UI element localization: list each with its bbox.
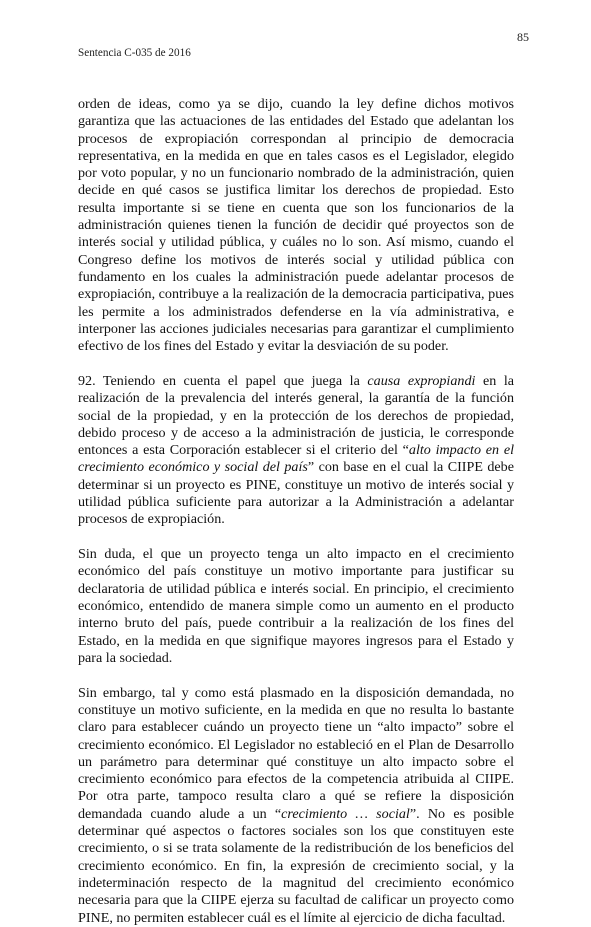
text-run: Sin duda, el que un proyecto tenga un alto impacto en el crecimiento económico del país constituye un motivo importante para justificar su declaratoria de utilidad pública e interés social. En principio, el crecimiento económico, entendido de manera simple como un aumento en el producto interno bruto del país, puede contribuir a la realización de los fines del Estado, en la medida en que signifique mayores ingresos para el Estado y para la sociedad. (78, 546, 514, 666)
text-run: orden de ideas, como ya se dijo, cuando la ley define dichos motivos garantiza que las actuaciones de las entidades del Estado que adelantan los procesos de expropiación correspondan al principio de democracia representativa, en la medida en que en tales casos es el Legislador, elegido por voto popular, y no un funcionario nombrado de la administración, quien decide en qué casos se justifica limitar los derechos de propiedad. Esto resulta importante si se tiene en cuenta que son los funcionarios de la administración quienes tienen la función de decidir qué proyectos son de interés social y utilidad pública, y cuáles no lo son. Así mismo, cuando el Congreso define los motivos de interés social y utilidad pública con fundamento en los cuales la administración puede adelantar procesos de expropiación, contribuye a la realización de la democracia participativa, pues les permite a los administrados defenderse en la vía administrativa, e interponer las acciones judiciales necesarias para garantizar el cumplimiento efectivo de los fines del Estado y evitar la desviación de su poder. (78, 96, 514, 355)
document-body (78, 96, 514, 927)
paragraph-3 (78, 546, 514, 667)
text-run: ”. No es posible determinar qué aspectos o factores sociales son los que constituyen este crecimiento, o si se trata solamente de la redistribución de los beneficios del crecimiento económico. En fin, la expresión de crecimiento social, y la indeterminación respecto de la magnitud del crecimiento económico necesaria para que la CIIPE ejerza su facultad de calificar un proyecto como PINE, no permiten establecer cuál es el límite al ejercicio de dicha facultad. (78, 805, 514, 926)
page-number: 85 (517, 30, 529, 44)
paragraph-2 (78, 373, 514, 529)
text-run: 92. Teniendo en cuenta el papel que juega la (78, 372, 368, 389)
text-run: en la realización de la prevalencia del interés general, la garantía de la función social de la propiedad, y en la protección de los derechos de propiedad, debido proceso y de acceso a la administración de justicia, le corresponde entonces a esta Corporación establecer si el criterio del “ (78, 372, 514, 459)
running-header: Sentencia C-035 de 2016 (78, 47, 191, 59)
paragraph-1 (78, 96, 514, 355)
italic-text-run: crecimiento … social (281, 805, 410, 822)
italic-text-run: alto impacto en el crecimiento económico y social del país (78, 442, 514, 476)
text-run: Sin embargo, tal y como está plasmado en la disposición demandada, no constituye un motivo suficiente, en la medida en que no resulta lo bastante claro para establecer cuándo un proyecto tiene un “alto impacto” sobre el crecimiento económico. El Legislador no estableció en el Plan de Desarrollo un parámetro para determinar qué constituye un alto impacto sobre el crecimiento económico para efectos de la competencia atribuida al CIIPE. Por otra parte, tampoco resulta claro a qué se refiere la disposición demandada cuando alude a un “ (78, 684, 514, 822)
italic-text-run: causa expropiandi (367, 372, 476, 389)
text-run: ” con base en el cual la CIIPE debe determinar si un proyecto es PINE, constituye un motivo de interés social y utilidad pública suficiente para autorizar a la Administración a adelantar procesos de expropiación. (78, 459, 514, 528)
paragraph-4 (78, 685, 514, 927)
